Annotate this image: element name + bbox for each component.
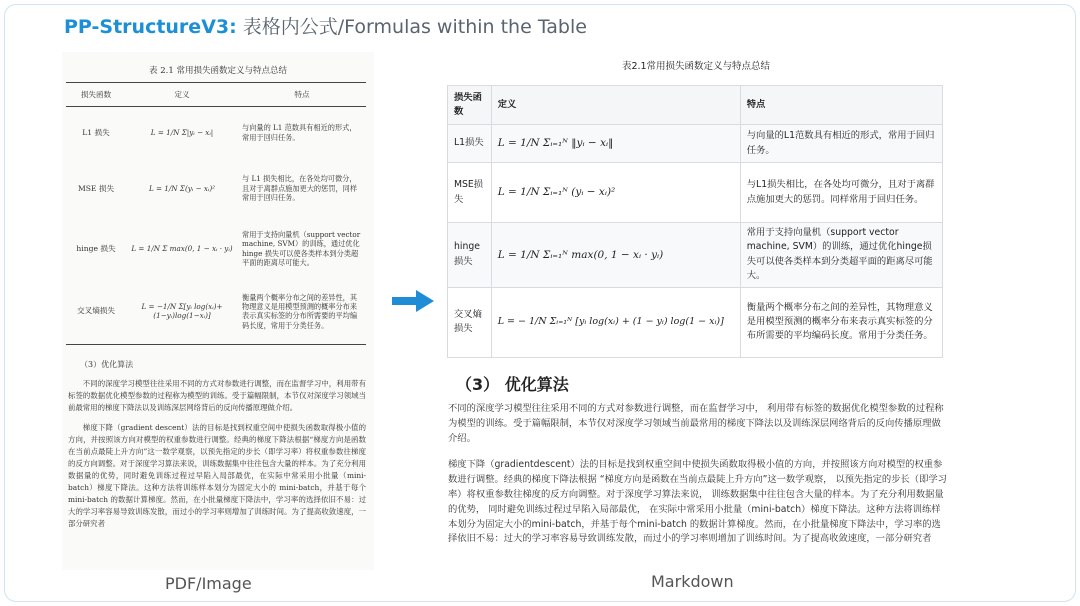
table-row [448,163,943,223]
loss-formula: L = 1/N Σᵢ₌₁ᴺ max(0, 1 − xᵢ · yᵢ) [491,223,740,288]
loss-name: MSE损失 [448,163,492,223]
loss-name: L1 损失 [82,127,110,137]
md-header-name: 损失函数 [448,86,492,125]
loss-formula: L = −1/N Σ[yᵢ log(xᵢ)+(1−yᵢ)log(1−xᵢ)] [126,279,238,345]
table-row [66,279,366,345]
md-table-caption: 表2.1常用损失函数定义与特点总结 [621,61,771,72]
pdf-header-feature: 特点 [238,83,366,107]
loss-formula: L = − 1/N Σᵢ₌₁ᴺ [yᵢ log(xᵢ) + (1 − yᵢ) log(1 − xᵢ)] [491,287,740,357]
markdown-page [440,52,952,570]
loss-description: 与向量的L1范数具有相近的形式，常用于回归任务。 [740,125,942,163]
loss-description: 与 L1 损失相比，在各处均可微分，且对于离群点施加更大的惩罚，同样常用于回归任务。 [242,174,358,203]
slide-title [64,12,587,39]
brand-name: PP-StructureV3: [64,16,237,38]
pdf-header-definition: 定义 [126,83,238,107]
table-row [66,107,366,159]
loss-name: hinge损失 [448,223,492,288]
markdown-label: Markdown [651,572,734,591]
loss-formula: L = 1/N Σ max(0, 1 − xᵢ · yᵢ) [131,243,233,253]
loss-formula: L = 1/N Σᵢ₌₁ᴺ ‖yᵢ − xᵢ‖ [491,125,740,163]
loss-formula: L = 1/N Σ(yᵢ − xᵢ)² [148,183,216,193]
md-paragraph: 梯度下降（gradientdescent）法的目标是找到权重空间中使损失函数取得极小值的方向，并按照该方向对模型的权重参数进行调整。经典的梯度下降法根据 “梯度方向是函数在当前点最陡上升方向”这一数学观察， 以预先指定的步长（即学习率）将权重参数往梯度的反方向调整。对于深度学习算法来说， 训练数据集中往往包含大量的样本。为了充分利用数据量的优势， 同时避免训练过程过早陷入局部最优， 在实际中常采用小批量（mini-batch）梯度下降法。这种方法将训练样本划分为固定大小的mini-batch，并基于每个mini-batch 的数据计算梯度。然而，在小批量梯度下降法中，学习率的选择依旧不易：过大的学习率容易导致训练发散，而过小的学习率则增加了训练时间。为了提高收敛速度，一部分研究者 [448,459,947,545]
md-table [447,85,943,358]
pdf-header-name: 损失函数 [66,83,126,107]
md-header-feature: 特点 [740,86,942,125]
loss-description: 常用于支持向量机（support vector machine, SVM）的训练，通过优化 hinge 损失可以使各类样本到分类超平面的距离尽可能大。 [242,229,361,267]
pdf-section-heading: （3）优化算法 [80,360,134,369]
loss-name: 交叉熵损失 [448,287,492,357]
loss-description: 常用于支持向量机（support vector machine, SVM）的训练，通过优化hinge损失可以使各类样本到分类超平面的距离尽可能大。 [740,223,942,288]
loss-formula: L = 1/N Σ|yᵢ − xᵢ| [150,128,214,138]
table-row [66,219,366,279]
table-row [448,223,943,288]
loss-formula: L = 1/N Σᵢ₌₁ᴺ (yᵢ − xᵢ)² [491,163,740,223]
md-header-definition: 定义 [491,86,740,125]
loss-name: 交叉熵损失 [66,279,126,345]
right-arrow-icon [392,290,434,312]
pdf-paragraph: 不同的深度学习模型往往采用不同的方式对参数进行调整，而在监督学习中，利用带有标签的数据优化模型参数的过程称为模型的训练。受于篇幅限制，本节仅对深度学习领域当前最常用的梯度下降法以及训练深层网络背后的反向传播原理做介绍。 [68,379,366,412]
md-paragraph: 不同的深度学习模型往往采用不同的方式对参数进行调整，而在监督学习中， 利用带有标签的数据优化模型参数的过程称为模型的训练。受于篇幅限制，本节仅对深度学习领域当前最常用的梯度下降法以及训练深层网络背后的反向传播原理做介绍。 [448,403,944,444]
loss-name: MSE 损失 [77,183,115,193]
loss-name: L1损失 [448,125,492,163]
pdf-table-header [66,83,366,107]
pdf-table [66,82,366,345]
table-row [448,287,943,357]
pdf-paragraph: 梯度下降（gradient descent）法的目标是找到权重空间中使损失函数取得极小值的方向，并按照该方向对模型的权重参数进行调整。经典的梯度下降法根据“梯度方向是函数在当前点最陡上升方向”这一数学观察，以预先指定的步长（即学习率）将权重参数往梯度的反方向调整。对于深度学习算法来说，训练数据集中往往包含大量的样本。为了充分利用数据量的优势，同时避免训练过程过早陷入局部最优，在实际中常采用小批量（mini-batch）梯度下降法。这种方法将训练样本划分为固定大小的 mini-batch，并基于每个 mini-batch 的数据计算梯度。然而，在小批量梯度下降法中，学习率的选择依旧不易：过大的学习率容易导致训练发散，而过小的学习率则增加了训练时间。为了提高收敛速度，一部分研究者 [68,422,366,528]
title-subtitle: 表格内公式/Formulas within the Table [236,16,587,38]
md-table-header [448,86,943,125]
loss-description: 与向量的 L1 范数具有相近的形式，常用于回归任务。 [242,123,357,142]
pdf-image-label: PDF/Image [165,574,252,593]
loss-description: 衡量两个概率分布之间的差异性，其物理意义是用模型预测的概率分布来表示真实标签的分布所需要的平均编码长度。常用于分类任务。 [740,287,942,357]
loss-description: 衡量两个概率分布之间的差异性，其物理意义是用模型预测的概率分布来表示真实标签的分布所需要的平均编码长度，常用于分类任务。 [238,279,366,345]
table-row [448,125,943,163]
loss-name: hinge 损失 [76,243,116,253]
md-section-heading: （3） 优化算法 [456,375,569,394]
loss-description: 与L1损失相比，在各处均可微分，且对于离群点施加更大的惩罚。同样常用于回归任务。 [740,163,942,223]
table-row [66,159,366,219]
pdf-page [62,52,374,570]
pdf-table-caption: 表 2.1 常用损失函数定义与特点总结 [149,66,287,76]
